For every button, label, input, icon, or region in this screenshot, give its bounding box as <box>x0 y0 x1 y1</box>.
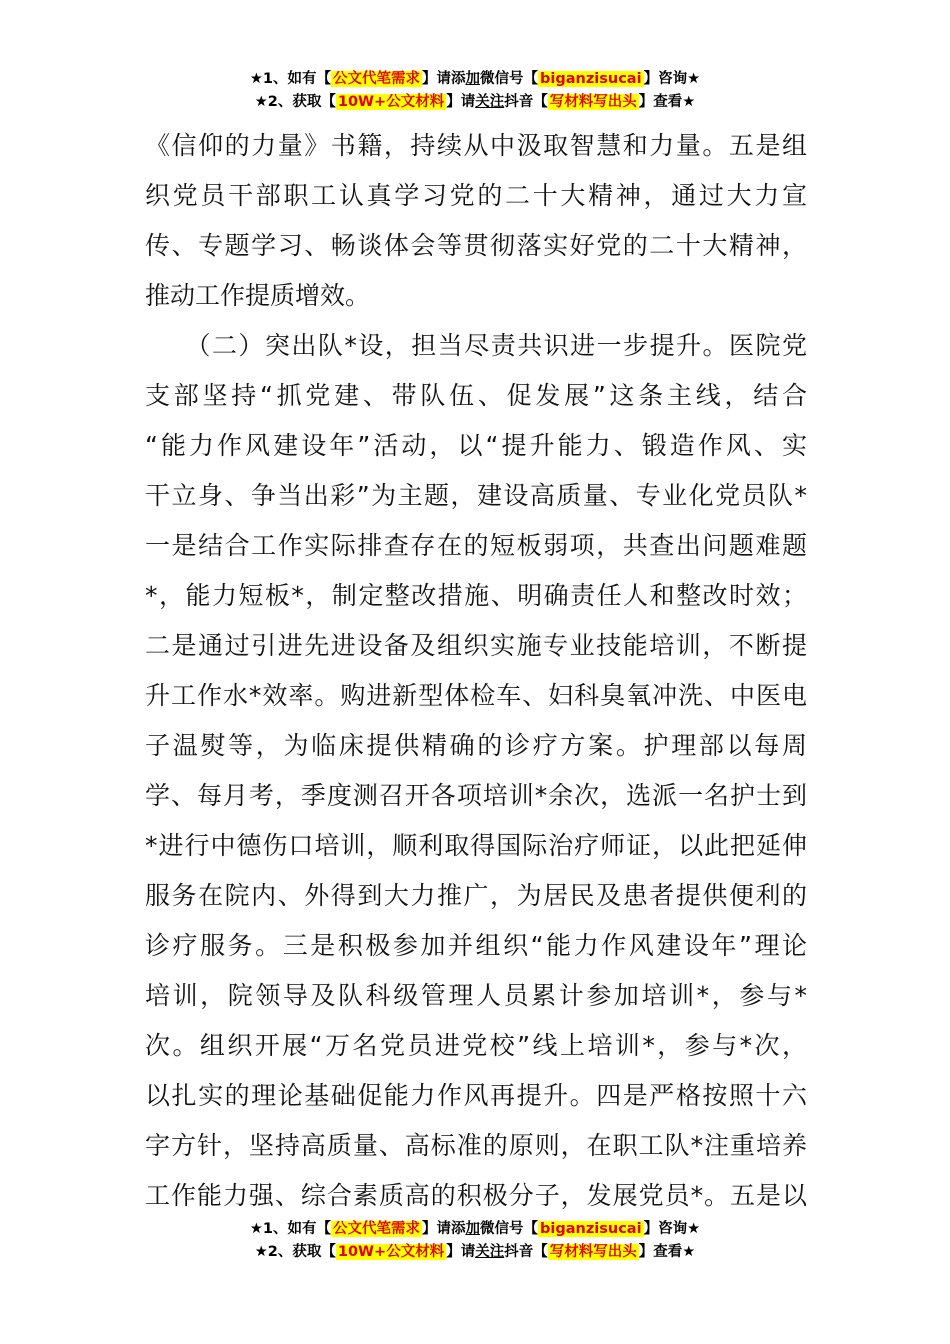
body-line: 服务在院内、外得到大力推广，为居民及患者提供便利的 <box>145 881 807 910</box>
banner-text: 】咨询★ <box>643 1221 701 1237</box>
body-line: 织党员干部职工认真学习党的二十大精神，通过大力宣 <box>145 181 807 210</box>
banner-highlight: 写材料写出头 <box>549 1244 637 1260</box>
body-line: 培训，院领导及队科级管理人员累计参加培训*，参与* <box>145 981 807 1010</box>
banner-highlight: biganzisucai <box>540 1221 642 1237</box>
banner-line-2 <box>0 1241 950 1264</box>
banner-highlight: biganzisucai <box>540 71 642 87</box>
body-line: 学、每月考，季度测召开各项培训*余次，选派一名护士到 <box>145 781 807 810</box>
body-line: 字方针，坚持高质量、高标准的原则，在职工队*注重培养 <box>145 1131 807 1160</box>
body-line: 推动工作提质增效。 <box>145 281 371 310</box>
banner-text: 】查看★ <box>638 94 696 110</box>
banner-text: 】请 <box>446 1244 476 1260</box>
banner-text: 】咨询★ <box>643 71 701 87</box>
banner-text: 微信号【 <box>480 71 539 87</box>
document-body <box>145 121 807 1221</box>
body-line: 《信仰的力量》书籍，持续从中汲取智慧和力量。五是组 <box>145 131 807 160</box>
body-line: 支部坚持“抓党建、带队伍、促发展”这条主线，结合 <box>145 381 807 410</box>
body-line: *，能力短板*，制定整改措施、明确责任人和整改时效； <box>145 581 807 610</box>
banner-line-1 <box>0 68 950 91</box>
body-line: *进行中德伤口培训，顺利取得国际治疗师证，以此把延伸 <box>145 831 807 860</box>
body-line: 次。组织开展“万名党员进党校”线上培训*，参与*次， <box>145 1031 807 1060</box>
body-line: 传、专题学习、畅谈体会等贯彻落实好党的二十大精神， <box>145 231 807 260</box>
body-line: 以扎实的理论基础促能力作风再提升。四是严格按照十六 <box>145 1081 807 1110</box>
banner-text: ★2、获取【 <box>254 94 336 110</box>
banner-text: 微信号【 <box>480 1221 539 1237</box>
banner-text: 】请添 <box>422 1221 466 1237</box>
body-line: 诊疗服务。三是积极参加并组织“能力作风建设年”理论 <box>145 931 807 960</box>
banner-underlined-text: 加 <box>465 71 481 87</box>
banner-text: 】查看★ <box>638 1244 696 1260</box>
banner-highlight: 10W+公文材料 <box>337 1244 445 1260</box>
body-line: 升工作水*效率。购进新型体检车、妇科臭氧冲洗、中医电 <box>145 681 807 710</box>
banner-text: ★2、获取【 <box>254 1244 336 1260</box>
body-line: 子温熨等，为临床提供精确的诊疗方案。护理部以每周 <box>145 731 807 760</box>
banner-text: ★1、如有【 <box>249 1221 332 1237</box>
body-line: 一是结合工作实际排查存在的短板弱项，共查出问题难题 <box>145 531 807 560</box>
banner-underlined-text: 加 <box>465 1221 481 1237</box>
banner-highlight: 写材料写出头 <box>549 94 637 110</box>
banner-highlight: 公文代笔需求 <box>333 1221 421 1237</box>
body-line: 干立身、争当出彩”为主题，建设高质量、专业化党员队* <box>145 481 807 510</box>
banner-text: 】请添 <box>422 71 466 87</box>
banner-underlined-text: 关注 <box>475 94 505 110</box>
body-line: 工作能力强、综合素质高的积极分子，发展党员*。五是以 <box>145 1181 807 1210</box>
banner-text: 抖音【 <box>504 94 548 110</box>
banner-line-2 <box>0 91 950 114</box>
banner-text: 抖音【 <box>504 1244 548 1260</box>
banner-text: 】请 <box>446 94 476 110</box>
banner-underlined-text: 关注 <box>475 1244 505 1260</box>
body-line: （二）突出队*设，担当尽责共识进一步提升。医院党 <box>145 331 807 360</box>
banner-line-1 <box>0 1218 950 1241</box>
body-line: “能力作风建设年”活动，以“提升能力、锻造作风、实 <box>145 431 807 460</box>
footer-banner <box>0 1218 950 1264</box>
banner-highlight: 公文代笔需求 <box>333 71 421 87</box>
banner-text: ★1、如有【 <box>249 71 332 87</box>
body-line: 二是通过引进先进设备及组织实施专业技能培训，不断提 <box>145 631 807 660</box>
header-banner <box>0 68 950 114</box>
banner-highlight: 10W+公文材料 <box>337 94 445 110</box>
